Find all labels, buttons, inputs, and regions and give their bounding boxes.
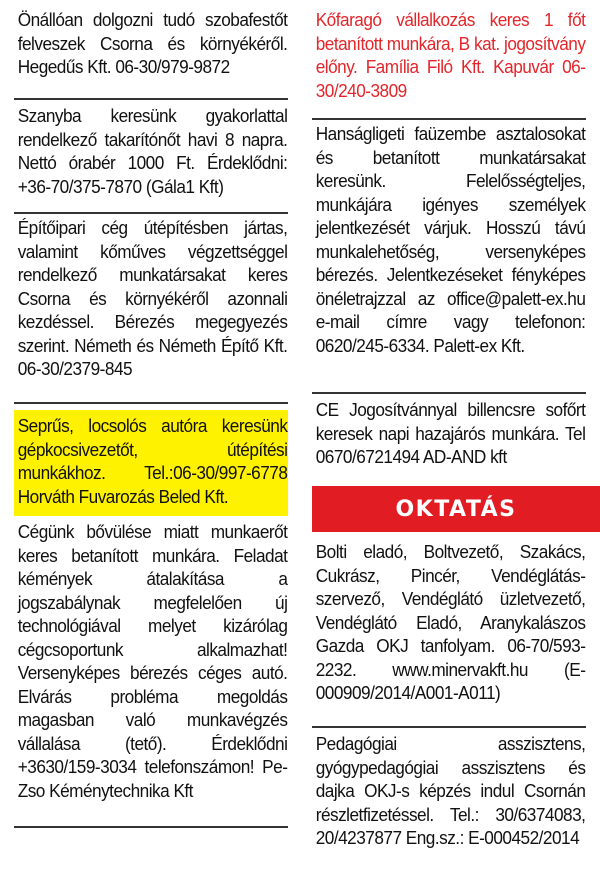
ad-text: Szanyba keresünk gyakorlattal rendelkező takarítónőt havi 8 napra. Nettó órabér 1000 Ft. Érdeklődni: +36-70/375-7870 (Gála1 Kft)	[17, 105, 288, 197]
ad-carpenters	[312, 122, 586, 384]
ad-chimney-tech	[14, 520, 288, 820]
ad-text: Seprűs, locsolós autóra keresünk gépkocsivezetőt, útépítési munkákhoz. Tel.:06-30/997-6778 Horváth Fuvarozás Beled Kft.	[17, 415, 288, 507]
ad-text: Építőipari cég útépítésben jártas, valamint kőműves végzettséggel rendelkező munkatársakat keres Csorna és környékéről azonnali kezdéssel. Bérezés megegyezés szerint. Németh és Németh Építő Kft. 06-30/2379-845	[17, 217, 288, 379]
ad-painter	[14, 8, 288, 96]
ad-text: CE Jogosítvánnyal billencsre sofőrt keresek napi hazajárós munkára. Tel 0670/6721494 AD-AND kft	[315, 399, 586, 467]
ad-stonemason	[312, 8, 586, 116]
ad-driver-highlighted	[14, 410, 288, 516]
divider	[14, 402, 288, 404]
ad-cleaner	[14, 104, 288, 210]
ad-text: Kőfaragó vállalkozás keres 1 főt betanított munkára, B kat. jogosítvány előny. Família Filó Kft. Kapuvár 06-30/240-3809	[315, 9, 586, 101]
ad-text: Cégünk bővülése miatt munkaerőt keres betanított munkára. Feladat kémények átalakítása a jogszabálynak megfelelően új technológiával melyet kizárólag cégcsoportunk alkalmazhat! Versenyképes bérezés céges autó. Elvárás probléma megoldás magasban való munkavégzés vállalása (tető). Érdeklődni +3630/159-3034 telefonszámon! Pe-Zso Kéménytechnika Kft	[17, 521, 288, 801]
section-header-education: OKTATÁS	[312, 486, 600, 532]
ad-tipper-driver	[312, 398, 586, 480]
divider	[14, 98, 288, 100]
ad-catering-courses	[312, 540, 586, 720]
ad-road-construction	[14, 216, 288, 398]
ad-text: Önállóan dolgozni tudó szobafestőt felveszek Csorna és környékéről. Hegedűs Kft. 06-30/979-9872	[17, 9, 288, 77]
ad-pedagogical-assistant	[312, 732, 586, 892]
divider	[312, 118, 586, 120]
divider	[14, 826, 288, 828]
divider	[312, 726, 586, 728]
ad-text: Bolti eladó, Boltvezető, Szakács, Cukrász, Pincér, Vendéglátás-szervező, Vendéglátó üzletvezető, Vendéglátó Eladó, Aranykalászos Gazda OKJ tanfolyam. 06-70/593-2232. www.minervakft.hu (E-000909/2014/A001-A011)	[315, 541, 586, 703]
divider	[14, 212, 288, 214]
ad-text: Pedagógiai asszisztens, gyógypedagógiai asszisztens és dajka OKJ-s képzés indul Csornán részletfizetéssel. Tel.: 30/6374083, 20/4237877 Eng.sz.: E-000452/2014	[315, 733, 586, 848]
divider	[312, 392, 586, 394]
ad-text: Hanságligeti faüzembe asztalosokat és betanított munkatársakat keresünk. Felelősségteljes, munkájára igényes személyek jelentkezését várjuk. Hosszú távú munkalehetőség, versenyképes bérezés. Jelentkezéseket fényképes önéletrajzzal az office@palett-ex.hu e-mail címre vagy telefonon: 0620/245-6334. Palett-ex Kft.	[315, 123, 586, 356]
